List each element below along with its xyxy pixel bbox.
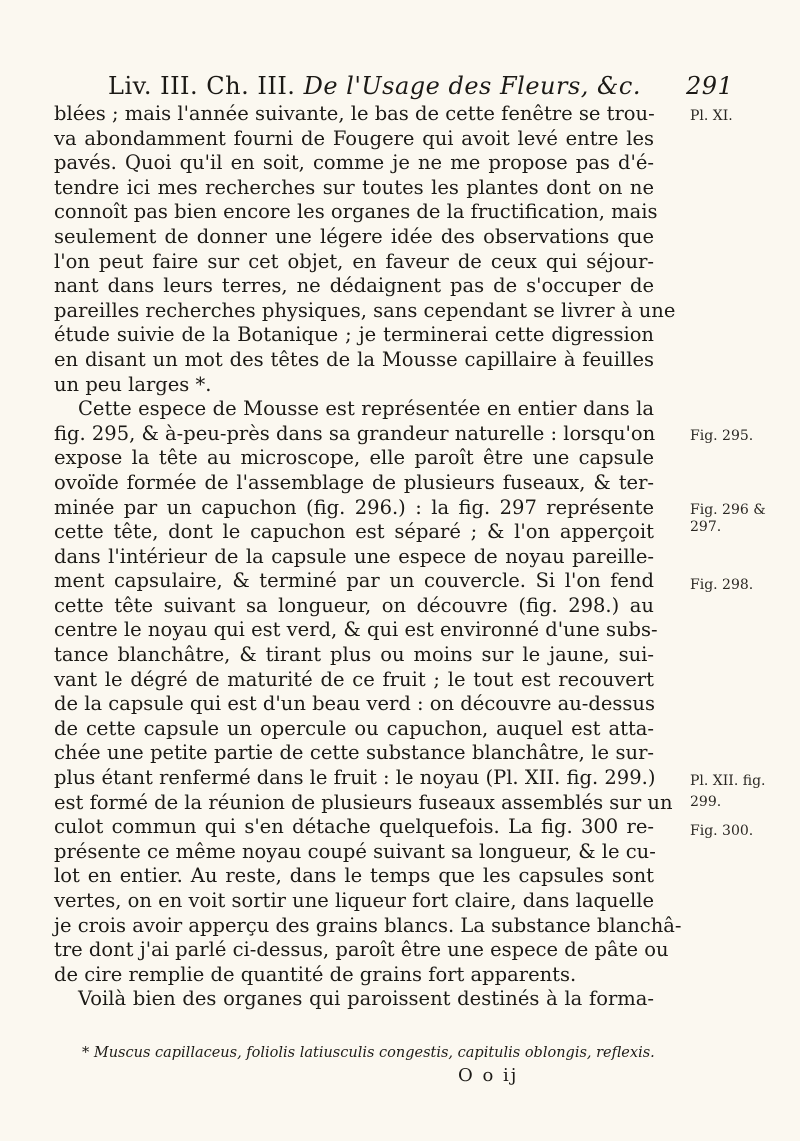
margin-note: 299. [690, 794, 722, 810]
text-line: dans l'intérieur de la capsule une espece de noyau pareille- [54, 544, 654, 568]
text-line: étude suivie de la Botanique ; je terminerai cette digression [54, 323, 654, 347]
text-line: Voilà bien des organes qui paroissent destinés à la forma- [78, 987, 654, 1011]
text-line: minée par un capuchon (fig. 296.) : la fig. 297 représente [54, 495, 654, 519]
text-line: est formé de la réunion de plusieurs fuseaux assemblés sur un [54, 790, 673, 814]
text-line: tance blanchâtre, & tirant plus ou moins sur le jaune, sui- [54, 643, 654, 667]
text-line: ovoïde formée de l'assemblage de plusieurs fuseaux, & ter- [54, 470, 654, 494]
text-line: vant le dégré de maturité de ce fruit ; le tout est recouvert [54, 667, 654, 691]
text-line: de cire remplie de quantité de grains fort apparents. [54, 962, 577, 986]
text-line: pareilles recherches physiques, sans cependant se livrer à une [54, 298, 676, 322]
text-line: seulement de donner une légere idée des observations que [54, 224, 654, 248]
margin-note: Fig. 298. [690, 577, 754, 593]
text-line: nant dans leurs terres, ne dédaignent pas de s'occuper de [54, 274, 654, 298]
text-line: lot en entier. Au reste, dans le temps que les capsules sont [54, 864, 654, 888]
margin-note: Pl. XII. fig. [690, 773, 766, 789]
text-line: fig. 295, & à-peu-près dans sa grandeur naturelle : lorsqu'on [54, 421, 656, 445]
margin-note: Fig. 296 & [690, 502, 766, 518]
text-line: un peu larges *. [54, 372, 212, 396]
text-line: Cette espece de Mousse est représentée en entier dans la [78, 397, 654, 421]
text-line: cette tête suivant sa longueur, on découvre (fig. 298.) au [54, 593, 654, 617]
text-line: culot commun qui s'en détache quelquefois. La fig. 300 re- [54, 815, 654, 839]
text-line: je crois avoir apperçu des grains blancs. La substance blanchâ- [54, 913, 682, 937]
text-line: vertes, on en voit sortir une liqueur fort claire, dans laquelle [54, 889, 655, 912]
text-line: tre dont j'ai parlé ci-dessus, paroît être une espece de pâte ou [54, 938, 669, 962]
text-line: expose la tête au microscope, elle paroît être une capsule [54, 446, 654, 470]
running-header [108, 72, 734, 100]
text-line: connoît pas bien encore les organes de la fructification, mais [54, 200, 658, 224]
header-title: De l'Usage des Fleurs, &c. [303, 72, 641, 100]
text-line: pavés. Quoi qu'il en soit, comme je ne me propose pas d'é- [54, 151, 654, 175]
text-line: ment capsulaire, & terminé par un couvercle. Si l'on fend [54, 569, 654, 593]
text-line: en disant un mot des têtes de la Mousse capillaire à feuilles [54, 347, 654, 371]
text-line: de cette capsule un opercule ou capuchon, auquel est atta- [54, 716, 654, 740]
text-line: va abondamment fourni de Fougere qui avoit levé entre les [54, 126, 654, 150]
margin-note: Pl. XI. [690, 108, 733, 124]
text-line: chée une petite partie de cette substance blanchâtre, le sur- [54, 741, 654, 765]
text-line: blées ; mais l'année suivante, le bas de cette fenêtre se trou- [54, 102, 655, 125]
body-text [54, 102, 682, 1012]
footnote: * Muscus capillaceus, foliolis latiusculis congestis, capitulis oblongis, reflexis. [82, 1045, 655, 1061]
margin-note: Fig. 300. [690, 823, 754, 839]
signature-mark: O o ij [458, 1065, 519, 1086]
margin-note: Fig. 295. [690, 428, 754, 444]
text-line: l'on peut faire sur cet objet, en faveur de ceux qui séjour- [54, 249, 654, 273]
page-number: 291 [686, 72, 734, 100]
header-section: Liv. III. Ch. III. [108, 72, 296, 100]
text-line: centre le noyau qui est verd, & qui est environné d'une subs- [54, 618, 658, 642]
text-line: cette tête, dont le capuchon est séparé ; & l'on apperçoit [54, 520, 654, 544]
margin-note: 297. [690, 519, 722, 535]
text-line: plus étant renfermé dans le fruit : le noyau (Pl. XII. fig. 299.) [54, 766, 656, 790]
text-line: de la capsule qui est d'un beau verd : on découvre au-dessus [54, 692, 655, 716]
text-line: tendre ici mes recherches sur toutes les plantes dont on ne [54, 175, 654, 199]
text-line: présente ce même noyau coupé suivant sa longueur, & le cu- [54, 839, 656, 863]
